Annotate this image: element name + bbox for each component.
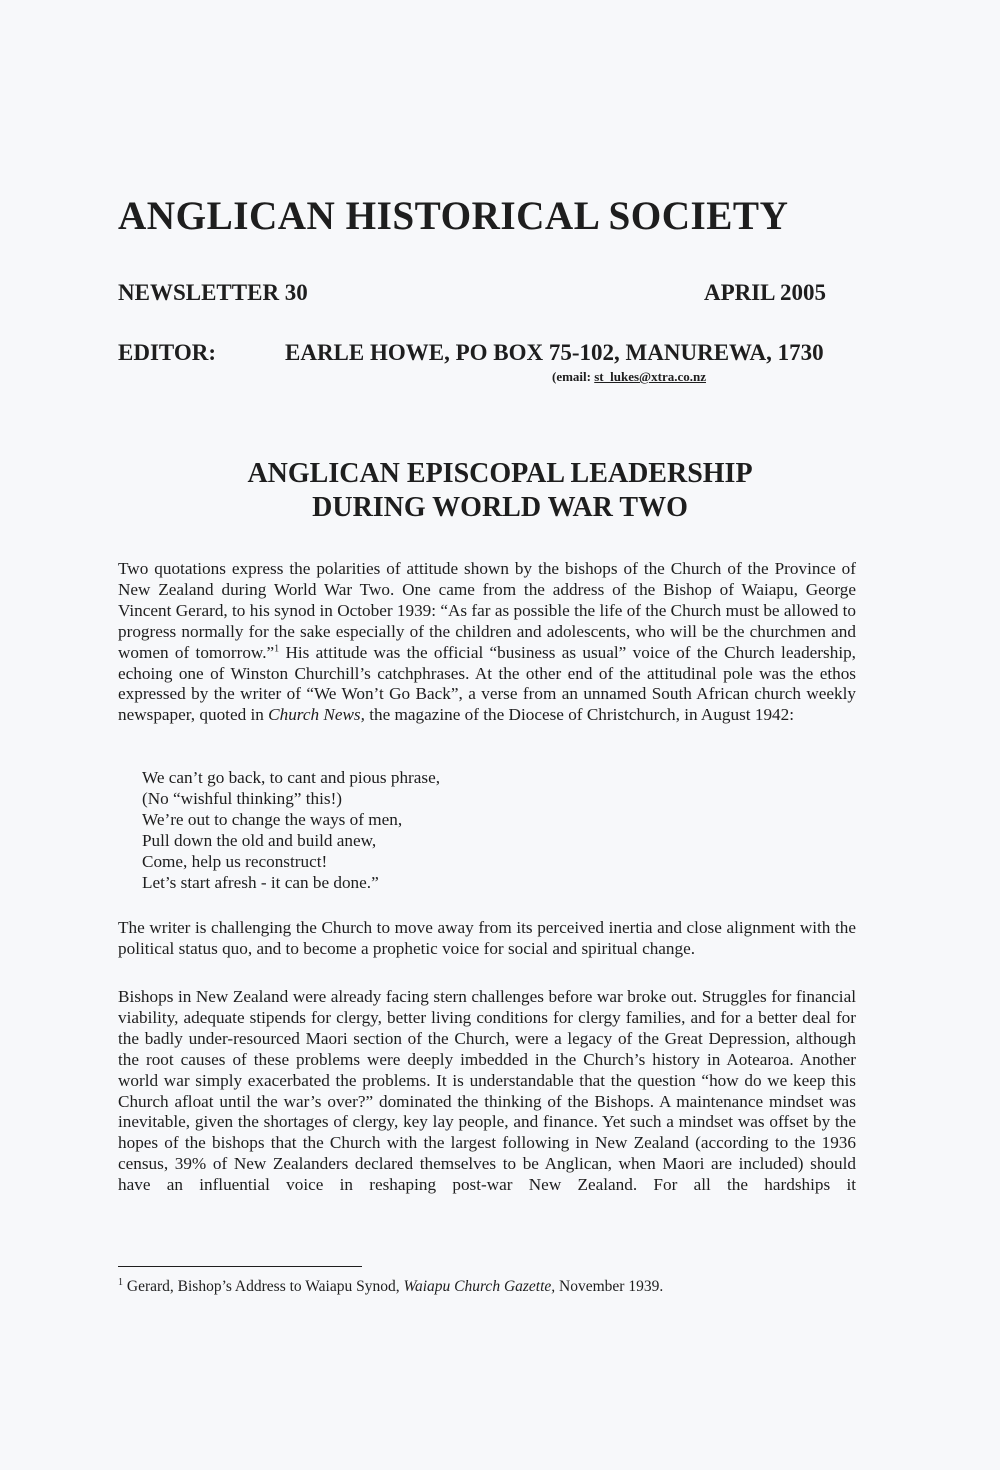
paragraph-2: The writer is challenging the Church to move away from its perceived inertia and close alignment with the political status quo, and to become a prophetic voice for social and spiritual change. xyxy=(118,918,856,958)
verse-line: (No “wishful thinking” this!) xyxy=(142,788,343,808)
editor-label: EDITOR: xyxy=(118,340,216,365)
verse-line: We can’t go back, to cant and pious phrase, xyxy=(142,768,441,787)
article-title xyxy=(0,457,1000,525)
footnote-1 xyxy=(118,1278,663,1296)
footnote-text-a: Gerard, Bishop’s Address to Waiapu Synod, xyxy=(123,1278,404,1295)
footnote-divider xyxy=(118,1266,362,1267)
verse-line: Pull down the old and build anew, xyxy=(142,830,377,850)
editor-address: EARLE HOWE, PO BOX 75-102, MANUREWA, 1730 xyxy=(285,340,824,365)
society-title: ANGLICAN HISTORICAL SOCIETY xyxy=(118,193,789,238)
newsletter-date: APRIL 2005 xyxy=(703,280,826,305)
footnote-publication: Waiapu Church Gazette, xyxy=(403,1278,556,1295)
verse-quote xyxy=(142,768,440,893)
footnote-number: 1 xyxy=(118,1276,123,1288)
paragraph-3: Bishops in New Zealand were already facing stern challenges before war broke out. Struggles for financial viability, adequate stipends for clergy, better living conditions for clergy families, and for a better deal for the badly under-resourced Maori section of the Church, were a legacy of the Great Depression, although the root causes of these problems were deeply imbedded in the Church’s history in Aotearoa. Another world war simply exacerbated the problems. It is understandable that the question “how do we keep this Church afloat until the war’s over?” dominated the thinking of the Bishops. A maintenance mindset was inevitable, given the shortages of clergy, key lay people, and finance. Yet such a mindset was offset by the hopes of the bishops that the Church with the largest following in New Zealand (according to the 1936 census, 39% of New Zealanders declared themselves to be Anglican, when Maori are included) should have an influential voice in reshaping post-war New Zealand. For all the hardships it xyxy=(118,987,856,1195)
email-prefix: (email: xyxy=(552,369,595,384)
paragraph-1 xyxy=(118,559,856,726)
verse-line: Let’s start afresh - it can be done.” xyxy=(142,872,379,892)
newsletter-number: NEWSLETTER 30 xyxy=(118,280,308,305)
verse-line: We’re out to change the ways of men, xyxy=(142,809,403,829)
paragraph-1-text-a: Two quotations express the polarities of attitude shown by the bishops of the Church of the Province of New Zealand during World War Two. One came from the address of the Bishop of Waiapu, George Vincent Gerard, to his synod in October 1939: “As far as possible the life of the Church must be allowed to progress normally for the sake especially of the children and adolescents, who will be the churchmen and women of tomorrow.” xyxy=(118,559,856,662)
article-title-line-1: ANGLICAN EPISCOPAL LEADERSHIP xyxy=(247,458,753,489)
footnote-reference: 1 xyxy=(274,642,280,654)
paragraph-1-text-b: His attitude was the official “business as usual” voice of the Church leadership, echoing one of Winston Churchill’s catchphrases. At the other end of the attitudinal pole was the ethos expressed by the writer of “We Won’t Go Back”, a verse from an unnamed South African church weekly newspaper, quoted in xyxy=(118,642,856,725)
publication-title: Church News, xyxy=(268,705,365,725)
newsletter-info-row xyxy=(118,280,826,306)
paragraph-1-text-c: the magazine of the Diocese of Christchurch, in August 1942: xyxy=(364,705,795,725)
email-link[interactable]: st_lukes@xtra.co.nz xyxy=(594,369,706,384)
verse-line: Come, help us reconstruct! xyxy=(142,851,328,871)
article-title-line-2: DURING WORLD WAR TWO xyxy=(312,492,688,523)
editor-email-line xyxy=(552,369,706,385)
footnote-text-b: November 1939. xyxy=(555,1278,664,1295)
